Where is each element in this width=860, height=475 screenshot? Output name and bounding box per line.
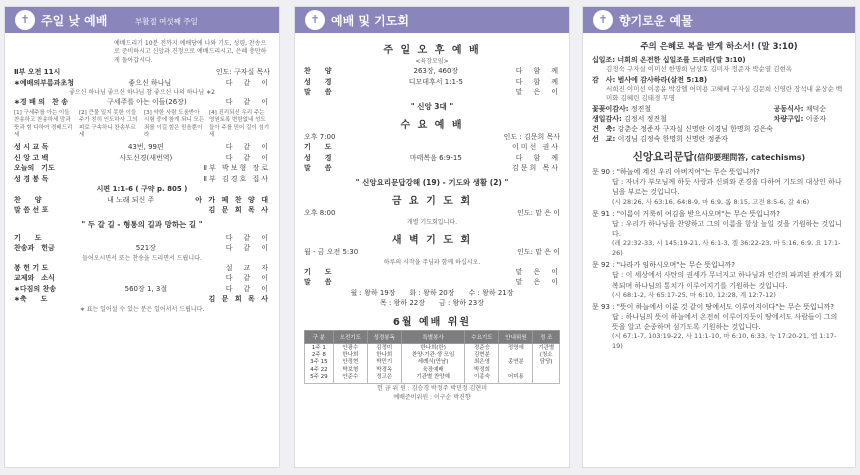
table-cell: 정영애 종연분 어미용 [499,343,533,383]
qa-item [592,260,846,300]
answer: 답 : 자녀가 부모님께 하듯 사랑과 신뢰와 존경을 다하여 기도의 대상인 하나님을 부르는 것입니다. [612,178,842,197]
column-header: 오전기도 [333,330,367,343]
qa-item [592,302,846,351]
service-info: 월 - 금 오전 5:30 인도: 맡 은 이 [304,248,560,256]
column-header: 안내위원 [499,330,533,343]
order-row: 성 경 봉 독 Ⅱ부 김경호 집사 [14,174,270,183]
question: 문 91 : "이름이 거룩히 여김을 받으시오며"는 무슨 뜻입니까? [592,209,780,218]
hymn-verses [14,110,270,140]
dawn-heading: 새 벽 기 도 회 [391,235,473,246]
table-cell: 정준승 김현분 최은영 박정희 이종숙 [465,343,499,383]
table-cell: 김정미 한나희 박민기 박경옥 정고은 [367,343,401,383]
answer: 답 : 하나님의 뜻이 하늘에서 온전히 이루어지듯이 땅에서도 사람들이 그의 뜻을 알고 순종하며 섬기도록 기원하는 것입니다. [612,313,838,332]
column-header: 수요기도 [465,330,499,343]
wednesday-heading: 수 요 예 배 [400,119,464,131]
mission-line: 선 교: 이경님 김정숙 한명희 신명란 정준자 [592,134,728,143]
offering-committee: 헌 금 위 원 : 김승경 박정주 박민정 김현미 [376,384,488,392]
order-row: 교제와 소식 다 같 이 [14,274,270,283]
church-logo-icon: ✝ [593,10,613,30]
sermon-title: " 두 갈 길 - 형통의 길과 망하는 길 " [81,219,203,229]
question: 문 92 : "나라가 임하시오며"는 무슨 뜻입니까? [592,261,735,270]
panel-title: 예배 및 기도회 [331,14,409,28]
build-line: 건 축: 강춘순 정준자 구자실 신명란 이경님 한명희 김은숙 [592,124,773,133]
tithe-line: 십일조: 너희의 온전한 십일조를 드려라(말 3:10) [592,56,746,64]
church-logo-icon: ✝ [305,10,325,30]
afternoon-note: " 신앙 3대 " [410,101,454,111]
prelude-line: 좋으신 하나님 좋으신 하나님 참 좋으신 나의 하나님 ∗2 [69,89,215,97]
panel-services [294,6,570,468]
order-row: ∗다짐의 찬송 560장 1, 3절 다 같 이 [14,284,270,293]
question: 문 90 : "하늘에 계신 우리 아버지여"는 무슨 뜻입니까? [592,168,760,177]
table-cell: 기관별 (청소 담당) [533,343,560,383]
dawn-note: 하루의 시작을 주님과 함께 하십시오. [383,258,481,266]
table-cell: 한나희(한) 찬양·기관·생 모임 세례식(만남) 육장예배 기관별 찬양예 [401,343,465,383]
afternoon-heading: 주 일 오 후 예 배 [383,45,481,56]
panel-offerings [582,6,856,468]
church-logo-icon: ✝ [15,10,35,30]
order-row: 기 도 다 같 이 [14,233,270,242]
order-row: 성 경 디모데후서 1:1-5 다 함 께 [304,77,560,86]
order-row: 기 도 이미선 권사 [304,143,560,151]
roster-table [304,330,560,384]
prep-committee: 예배준비위원 : 이구순 박진향 [393,393,471,401]
friday-note: 개별 기도회입니다. [406,219,458,226]
column-header: 정 조 [533,330,560,343]
catechism-title: 신앙요리문답(信仰要理問答, catechisms) [632,151,806,164]
order-row: ∗축 도 김 문 희 목 사 [14,295,270,304]
column-header: 성경봉독 [367,330,401,343]
answer: 답 : 우리가 하나님을 찬양하고 그의 이름을 항상 높일 것을 기원하는 것입니다. [612,220,842,239]
thanks-line: 감 사: 범사에 감사하라(살전 5:18) [592,75,708,84]
blessing-verse: 주의 은혜로 복을 받게 하소서! (말 3:10) [640,42,798,52]
panel-title: 향기로운 예물 [619,14,693,28]
panel-sunday-worship [4,6,280,468]
panel-subtitle: 부활절 여섯째 주일 [135,17,198,26]
bday-car-line: 생일감사: 김정서 정진철 차량구입: 이종자 [592,114,826,123]
order-row: 봉 헌 기 도 설 교 자 [14,263,270,272]
thanks-names: 서희진 이미선 이종윤 박강엘 어미용 고혜배 구자실 김문희 신영란 장석내 윤상순 백미화 김혜린 김태경 무명 [606,84,843,103]
service-info: Ⅱ부 오전 11시 인도: 구자실 목사 [14,68,270,77]
order-row: 찬송과 헌금 521장 다 같 이 [14,244,270,253]
table-row [305,343,560,383]
panel-header [583,7,855,33]
stand-note: ∗ 표는 일어설 수 있는 분은 일어서서 드립니다. [79,305,205,313]
answer: 답 : 이 세상에서 사탄의 권세가 무너지고 하나님과 인간의 파괴된 관계가 회복되며 하나님의 통치가 이루어지기를 기원하는 것입니다. [612,271,842,290]
service-info: 오후 7:00 인도 : 김문희 목사 [304,132,560,141]
order-row: 찬 양 내 노래 되신 주 아 가 페 찬 양 대 [14,195,270,204]
question: 문 93 : "뜻이 하늘에서 이룬 것 같이 땅에서도 이루어지이다"는 무슨 뜻입니까? [592,303,834,312]
afternoon-sub: <육장모임> [415,58,449,65]
column-header: 특별봉사 [401,330,465,343]
answer-refs: (시 28:26, 사 63:16, 64:8-9, 마 6:9, 롬 8:15, 고전 8:5-6, 갈 4:6) [612,197,810,206]
order-row: 오늘의 기도 Ⅱ부 박보형 장로 [14,164,270,173]
answer-refs: (시 67:1-7, 103:19-22, 사 11:1-10, 마 6:10, 6:33, 눅 17:20-21, 엡 1:17-19) [612,332,837,350]
hymn-verse: [1] 구세주를 아는 이들 찬송하고 찬송하세 맘과 뜻과 힘 다하여 경배드리세 [14,109,73,138]
tithe-names: 김정숙 구자실 이미선 한명희 남상호 김미자 정준자 박순열 김현옥 [606,65,793,74]
roster-heading: 6월 예배 위원 [392,316,472,328]
flower-work-line: 꽃꽂이감사: 정진철 공동식사: 채덕순 [592,104,826,113]
order-row: ∗경 배 의 찬 송 구세주를 아는 이들(26장) 다 같 이 [14,98,270,107]
service-info: 오후 8:00 인도: 맡 은 이 [304,208,560,217]
panel-header [295,7,569,33]
scripture-ref: 시편 1:1-6 ( 구약 p. 805 ) [96,185,188,194]
hymn-verse: [2] 큰물 일지 못한 이들 주가 친히 인도하사 그의 피로 구속하니 찬송부르세 [79,109,138,138]
qa-item [592,167,846,207]
order-row: 기 도 맡 은 이 [304,267,560,276]
hymn-verse: [4] 진리되신 우리 주는 영원토록 변함없네 성도들아 주를 믿어 길이 섬기세 [209,109,270,138]
answer-refs: (레 22:32-33, 시 145:19-21, 사 6:1-3, 겔 36:22-23, 마 5:16, 6:9, 요 17:1-26) [612,239,841,257]
friday-heading: 금 요 기 도 회 [391,195,473,207]
panel-title: 주일 낮 예배 [41,14,108,28]
panel-header [5,7,279,33]
table-cell: 안광수 한나희 안정현 박보형 안준수 [333,343,367,383]
dawn-chapters: 목 : 왕하 22장 금 : 왕하 23장 [380,299,484,307]
column-header: 구 분 [305,330,334,343]
order-row: ∗예배의부름과초청 좋으신 하나님 다 같 이 [14,78,270,87]
order-row: 말 씀 김문희 목사 [304,164,560,172]
qa-item [592,209,846,258]
intro-text: 예배드리기 10분 전까지 예배당에 나와 기도, 성령, 찬송으로 준비하시고 신앙과 진정으로 예배드리시고, 은혜 충만하게 돌아갑시다. [114,40,267,64]
order-row: 성 경 마태복음 6:9-15 다 함 께 [304,153,560,162]
offering-note: 들어오시면서 또는 찬송을 드리면서 드립니다. [82,254,202,262]
table-header-row [305,330,560,343]
table-cell: 1주 1 2주 8 3주 15 4주 22 5주 29 [305,343,334,383]
wednesday-note: " 신앙요리문답강해 (19) - 기도와 생활 (2) " [355,177,509,187]
dawn-chapters: 월 : 왕하 19장 화 : 왕하 20장 수 : 왕하 21장 [350,288,514,297]
order-row: 찬 양 263장, 460장 다 함 께 [304,67,560,75]
hymn-verse: [3] 약한 사람 도움받아 시험 중에 참게 되니 모든 죄를 이길 힘은 믿음뿐이라 [144,109,205,138]
order-row: 말 씀 선 포 김 문 희 목 사 [14,206,270,215]
order-row: 성 시 교 독 43번, 99편 다 같 이 [14,143,270,152]
order-row: 신 앙 고 백 사도신경(새번역) 다 같 이 [14,153,270,162]
answer-refs: (시 68:1-2, 사 65:17-25, 마 6:10, 12:28, 계 12:7-12) [612,290,776,299]
order-row: 말 씀 맡 은 이 [304,278,560,286]
order-row: 말 씀 맡 은 이 [304,88,560,96]
